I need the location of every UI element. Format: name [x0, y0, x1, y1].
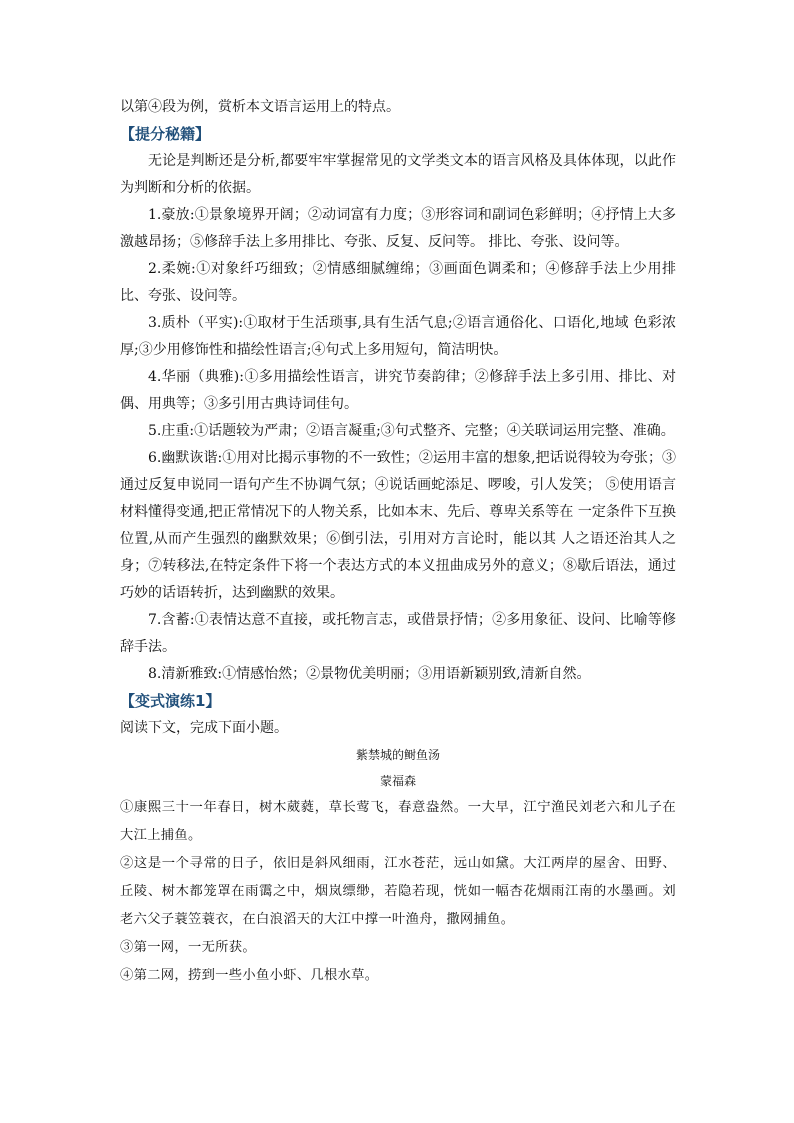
style-item-youmo: 6.幽默诙谐:①用对比揭示事物的不一致性；②运用丰富的想象,把话说得较为夸张；③通过反复申说同一语句产生不协调气氛；④说话画蛇添足、啰唆，引人发笑； ⑤使用语言材料懂得变通,把正常情况下的人物关系，比如本末、先后、尊卑关系等在 一定条件下互换位置,从而产生强烈的幽默效果；⑥倒引法，引用对方言论时，能以其 人之语还治其人之身；⑦转移法,在特定条件下将一个表达方式的本义扭曲成另外的意义；⑧歇后语法，通过巧妙的话语转折，达到幽默的效果。: [120, 450, 676, 601]
intro-question: 以第④段为例，赏析本文语言运用上的特点。: [120, 99, 400, 115]
style-item-rouwan: 2.柔婉:①对象纤巧细致；②情感细腻缠绵；③画面色调柔和；④修辞手法上少用排比、夸张、设问等。: [120, 261, 676, 304]
story-paragraph-2: ②这是一个寻常的日子，依旧是斜风细雨，江水苍茫，远山如黛。大江两岸的屋舍、田野、丘陵、树木都笼罩在雨霭之中，烟岚缥缈，若隐若现，恍如一幅杏花烟雨江南的水墨画。刘老六父子蓑笠蓑衣，在白浪滔天的大江中撑一叶渔舟，撒网捕鱼。: [120, 856, 676, 927]
exercise-heading: 【变式演练1】: [120, 692, 221, 710]
story-author: 蒙福森: [379, 774, 416, 788]
story-paragraph-1: ①康熙三十一年春日，树木葳蕤，草长莺飞，春意盎然。一大早，江宁渔民刘老六和儿子在大江上捕鱼。: [120, 800, 676, 843]
style-item-zhipu: 3.质朴（平实):①取材于生活琐事,具有生活气息;②语言通俗化、口语化,地域 色彩浓厚;③少用修饰性和描绘性语言;④句式上多用短句，简洁明快。: [120, 315, 676, 358]
tips-heading: 【提分秘籍】: [120, 125, 211, 143]
tips-intro: 无论是判断还是分析,都要牢牢掌握常见的文学类文本的语言风格及具体体现，以此作为判断和分析的依据。: [120, 153, 676, 196]
exercise-instruction: 阅读下文，完成下面小题。: [120, 720, 288, 736]
style-item-qingxin: 8.清新雅致:①情感怡然；②景物优美明丽；③用语新颖别致,清新自然。: [148, 666, 591, 682]
style-item-zhuangzhong: 5.庄重:①话题较为严肃；②语言凝重;③句式整齐、完整；④关联词运用完整、准确。: [148, 423, 675, 439]
document-content: [120, 94, 676, 990]
story-paragraph-3: ③第一网，一无所获。: [120, 940, 256, 955]
story-paragraph-4: ④第二网，捞到一些小鱼小虾、几根水草。: [120, 968, 379, 983]
story-title: 紫禁城的鲥鱼汤: [355, 748, 440, 762]
style-item-huali: 4.华丽（典雅):①多用描绘性语言，讲究节奏韵律；②修辞手法上多引用、排比、对偶、用典等；③多引用古典诗词佳句。: [120, 369, 676, 412]
style-item-hanxu: 7.含蓄:①表情达意不直接，或托物言志，或借景抒情；②多用象征、设问、比喻等修辞手法。: [120, 612, 676, 655]
style-item-haofang: 1.豪放:①景象境界开阔；②动词富有力度；③形容词和副词色彩鲜明；④抒情上大多激越昂扬；⑤修辞手法上多用排比、夸张、反复、反问等。 排比、夸张、设问等。: [120, 207, 676, 250]
